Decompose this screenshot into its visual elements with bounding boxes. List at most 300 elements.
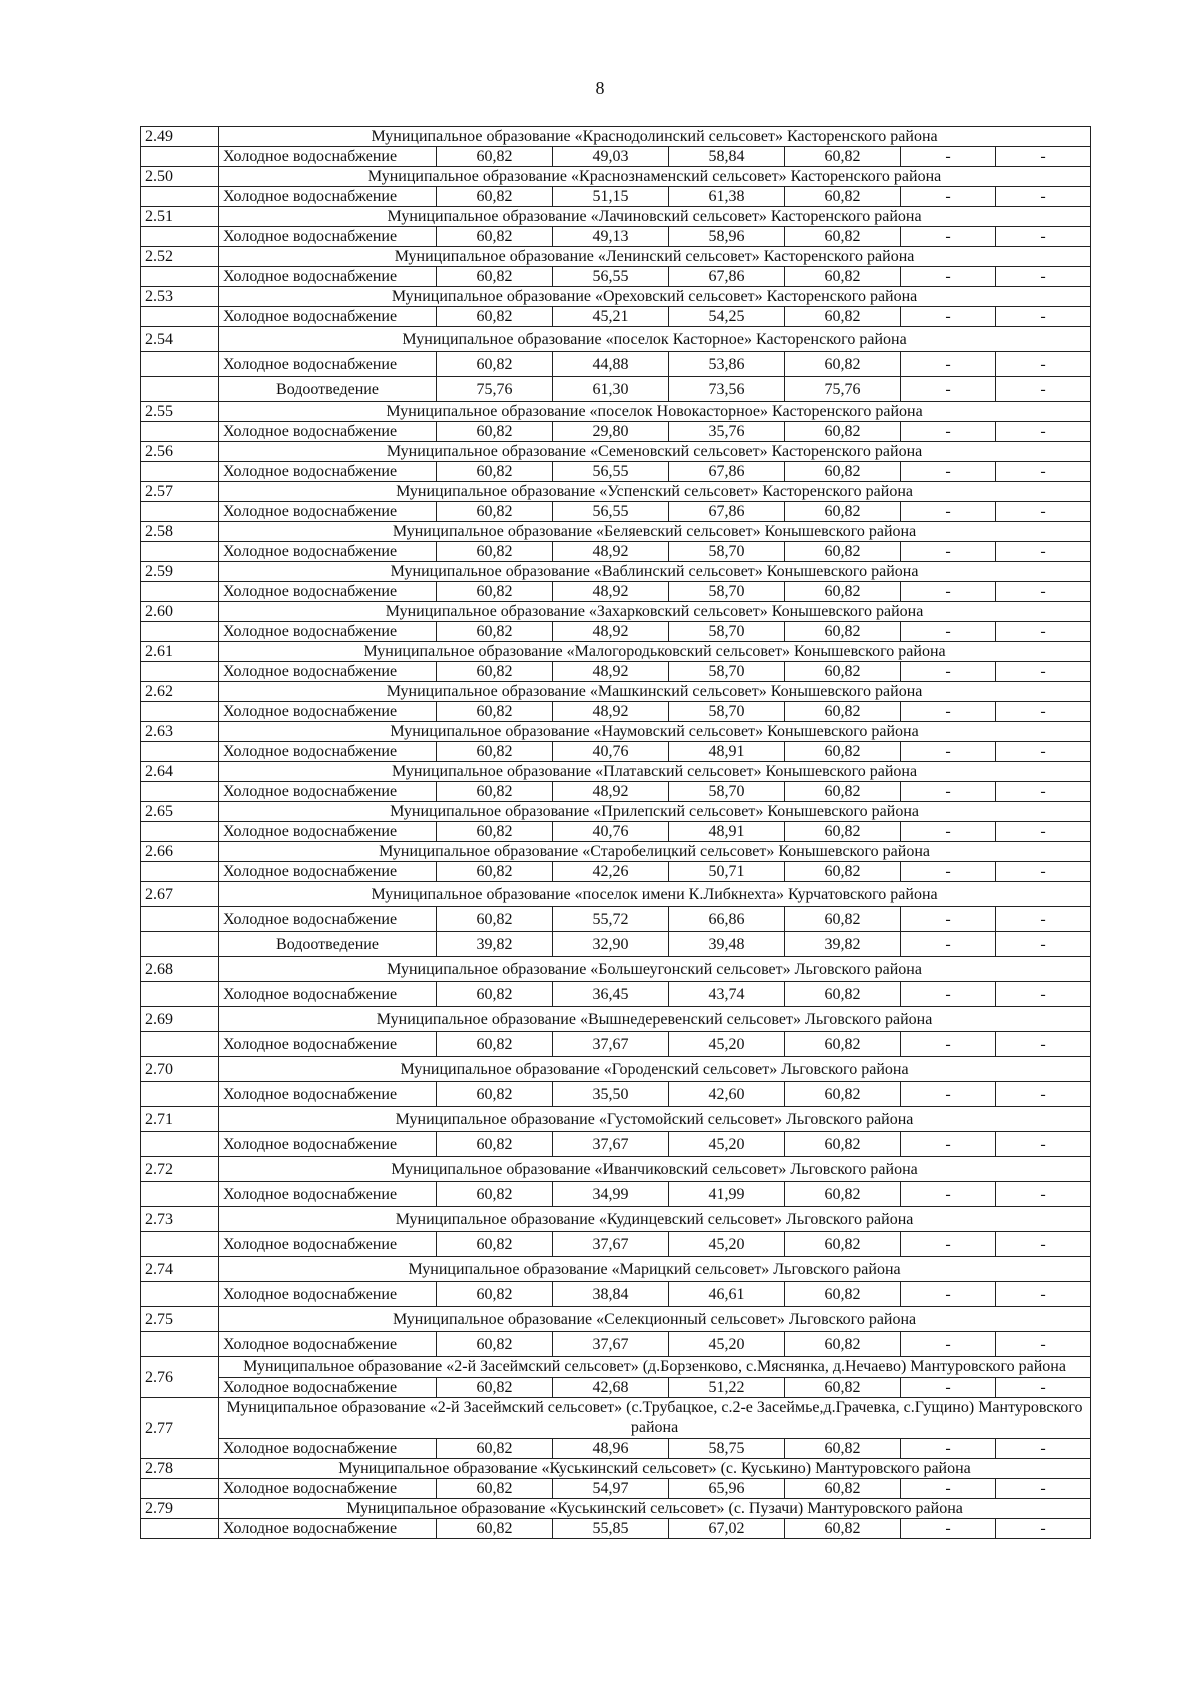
tariff-value-v3: 67,86 xyxy=(669,267,785,287)
service-row xyxy=(141,1282,1091,1307)
tariff-value-v1: 60,82 xyxy=(437,1182,553,1207)
tariff-value-v4: 60,82 xyxy=(785,502,901,522)
municipality-header-row xyxy=(141,1107,1091,1132)
municipality-header-row xyxy=(141,957,1091,982)
row-number: 2.70 xyxy=(141,1057,219,1082)
row-number: 2.63 xyxy=(141,722,219,742)
tariff-value-v2: 29,80 xyxy=(553,422,669,442)
tariff-value-v2: 48,92 xyxy=(553,702,669,722)
empty-number-cell xyxy=(141,227,219,247)
tariff-value-v5: - xyxy=(901,307,996,327)
row-number: 2.57 xyxy=(141,482,219,502)
municipality-title: Муниципальное образование «Куськинский сельсовет» (с. Пузачи) Мантуровского района xyxy=(219,1499,1091,1519)
row-number: 2.54 xyxy=(141,327,219,352)
tariff-value-v2: 40,76 xyxy=(553,822,669,842)
tariff-value-v1: 60,82 xyxy=(437,742,553,762)
tariff-value-v4: 60,82 xyxy=(785,1282,901,1307)
tariff-value-v4: 39,82 xyxy=(785,932,901,957)
tariff-value-v5: - xyxy=(901,1232,996,1257)
tariff-value-v2: 61,30 xyxy=(553,377,669,402)
tariff-value-v5: - xyxy=(901,1519,996,1539)
tariff-value-v4: 60,82 xyxy=(785,422,901,442)
tariff-value-v2: 49,03 xyxy=(553,147,669,167)
tariff-value-v1: 60,82 xyxy=(437,462,553,482)
tariff-value-v1: 60,82 xyxy=(437,822,553,842)
municipality-header-row xyxy=(141,562,1091,582)
tariff-value-v4: 60,82 xyxy=(785,1332,901,1357)
tariff-value-v3: 58,70 xyxy=(669,542,785,562)
service-row xyxy=(141,782,1091,802)
tariff-value-v3: 67,86 xyxy=(669,462,785,482)
municipality-title: Муниципальное образование «Прилепский сельсовет» Конышевского района xyxy=(219,802,1091,822)
service-row xyxy=(141,702,1091,722)
row-number: 2.65 xyxy=(141,802,219,822)
tariff-value-v5: - xyxy=(901,822,996,842)
empty-number-cell xyxy=(141,907,219,932)
tariff-value-v5: - xyxy=(901,782,996,802)
tariff-value-v6: - xyxy=(996,307,1091,327)
service-name: Холодное водоснабжение xyxy=(219,1082,437,1107)
service-row xyxy=(141,907,1091,932)
service-name: Холодное водоснабжение xyxy=(219,307,437,327)
service-name: Холодное водоснабжение xyxy=(219,462,437,482)
row-number: 2.53 xyxy=(141,287,219,307)
tariff-value-v2: 51,15 xyxy=(553,187,669,207)
service-row xyxy=(141,502,1091,522)
service-name: Холодное водоснабжение xyxy=(219,1032,437,1057)
tariff-value-v3: 43,74 xyxy=(669,982,785,1007)
tariff-value-v1: 60,82 xyxy=(437,1032,553,1057)
tariff-value-v1: 60,82 xyxy=(437,1232,553,1257)
tariff-value-v1: 60,82 xyxy=(437,147,553,167)
tariff-value-v2: 45,21 xyxy=(553,307,669,327)
tariff-value-v4: 60,82 xyxy=(785,782,901,802)
empty-number-cell xyxy=(141,932,219,957)
tariff-value-v1: 60,82 xyxy=(437,542,553,562)
tariff-value-v4: 60,82 xyxy=(785,907,901,932)
municipality-title: Муниципальное образование «Успенский сельсовет» Касторенского района xyxy=(219,482,1091,502)
municipality-header-row xyxy=(141,402,1091,422)
municipality-header-row xyxy=(141,247,1091,267)
tariff-value-v6: - xyxy=(996,982,1091,1007)
service-row xyxy=(141,1439,1091,1459)
tariff-value-v4: 60,82 xyxy=(785,307,901,327)
tariff-value-v1: 60,82 xyxy=(437,352,553,377)
tariff-value-v2: 48,92 xyxy=(553,542,669,562)
tariff-value-v2: 48,92 xyxy=(553,582,669,602)
tariff-value-v4: 60,82 xyxy=(785,187,901,207)
tariff-value-v2: 42,26 xyxy=(553,862,669,882)
tariff-value-v2: 37,67 xyxy=(553,1132,669,1157)
tariff-value-v3: 58,70 xyxy=(669,622,785,642)
municipality-header-row xyxy=(141,1157,1091,1182)
tariff-value-v2: 37,67 xyxy=(553,1332,669,1357)
tariff-value-v1: 60,82 xyxy=(437,982,553,1007)
tariff-value-v5: - xyxy=(901,1082,996,1107)
tariff-value-v5: - xyxy=(901,932,996,957)
tariff-value-v6: - xyxy=(996,907,1091,932)
tariff-value-v6: - xyxy=(996,227,1091,247)
empty-number-cell xyxy=(141,1082,219,1107)
municipality-header-row xyxy=(141,882,1091,907)
service-name: Холодное водоснабжение xyxy=(219,782,437,802)
tariff-value-v3: 58,70 xyxy=(669,582,785,602)
tariff-value-v5: - xyxy=(901,622,996,642)
row-number: 2.73 xyxy=(141,1207,219,1232)
row-number: 2.59 xyxy=(141,562,219,582)
tariff-value-v2: 40,76 xyxy=(553,742,669,762)
empty-number-cell xyxy=(141,1282,219,1307)
tariff-value-v5: - xyxy=(901,542,996,562)
municipality-title: Муниципальное образование «Большеугонский сельсовет» Льговского района xyxy=(219,957,1091,982)
tariff-value-v3: 58,70 xyxy=(669,782,785,802)
municipality-header-row xyxy=(141,1057,1091,1082)
tariff-value-v2: 36,45 xyxy=(553,982,669,1007)
municipality-title: Муниципальное образование «Малогородьковский сельсовет» Конышевского района xyxy=(219,642,1091,662)
tariff-value-v2: 34,99 xyxy=(553,1182,669,1207)
tariff-value-v1: 60,82 xyxy=(437,1519,553,1539)
service-row xyxy=(141,1032,1091,1057)
row-number: 2.77 xyxy=(141,1398,219,1459)
service-row xyxy=(141,1232,1091,1257)
service-name: Холодное водоснабжение xyxy=(219,702,437,722)
tariff-value-v4: 60,82 xyxy=(785,227,901,247)
municipality-title: Муниципальное образование «2-й Засеймский сельсовет» (с.Трубацкое, с.2-е Засеймье,д.Грачевка, с.Гущино) Мантуровского района xyxy=(219,1398,1091,1439)
tariff-value-v1: 60,82 xyxy=(437,1479,553,1499)
tariff-value-v1: 60,82 xyxy=(437,187,553,207)
tariff-value-v6: - xyxy=(996,462,1091,482)
municipality-title: Муниципальное образование «Городенский сельсовет» Льговского района xyxy=(219,1057,1091,1082)
municipality-header-row xyxy=(141,1007,1091,1032)
tariff-value-v4: 60,82 xyxy=(785,1032,901,1057)
tariff-table-body xyxy=(141,127,1091,1539)
tariff-value-v3: 67,02 xyxy=(669,1519,785,1539)
service-name: Холодное водоснабжение xyxy=(219,907,437,932)
empty-number-cell xyxy=(141,1519,219,1539)
service-row xyxy=(141,542,1091,562)
row-number: 2.68 xyxy=(141,957,219,982)
empty-number-cell xyxy=(141,462,219,482)
tariff-value-v3: 51,22 xyxy=(669,1378,785,1398)
tariff-value-v4: 60,82 xyxy=(785,1182,901,1207)
tariff-value-v4: 60,82 xyxy=(785,542,901,562)
service-name: Холодное водоснабжение xyxy=(219,1519,437,1539)
tariff-value-v6: - xyxy=(996,502,1091,522)
row-number: 2.51 xyxy=(141,207,219,227)
service-row xyxy=(141,932,1091,957)
row-number: 2.50 xyxy=(141,167,219,187)
tariff-value-v4: 60,82 xyxy=(785,1132,901,1157)
tariff-value-v4: 60,82 xyxy=(785,267,901,287)
service-name: Холодное водоснабжение xyxy=(219,662,437,682)
municipality-header-row xyxy=(141,1207,1091,1232)
empty-number-cell xyxy=(141,862,219,882)
service-name: Холодное водоснабжение xyxy=(219,1332,437,1357)
tariff-value-v6: - xyxy=(996,352,1091,377)
tariff-value-v3: 58,84 xyxy=(669,147,785,167)
tariff-value-v2: 56,55 xyxy=(553,267,669,287)
tariff-value-v6: - xyxy=(996,1439,1091,1459)
tariff-value-v4: 60,82 xyxy=(785,462,901,482)
tariff-value-v1: 60,82 xyxy=(437,267,553,287)
tariff-value-v5: - xyxy=(901,862,996,882)
municipality-header-row xyxy=(141,167,1091,187)
row-number: 2.76 xyxy=(141,1357,219,1398)
tariff-value-v6: - xyxy=(996,862,1091,882)
service-row xyxy=(141,1519,1091,1539)
tariff-value-v1: 60,82 xyxy=(437,1082,553,1107)
service-row xyxy=(141,742,1091,762)
tariff-value-v1: 60,82 xyxy=(437,1439,553,1459)
tariff-value-v5: - xyxy=(901,907,996,932)
tariff-value-v4: 60,82 xyxy=(785,862,901,882)
tariff-value-v3: 54,25 xyxy=(669,307,785,327)
tariff-value-v2: 37,67 xyxy=(553,1232,669,1257)
service-row xyxy=(141,1082,1091,1107)
tariff-value-v3: 66,86 xyxy=(669,907,785,932)
service-name: Холодное водоснабжение xyxy=(219,742,437,762)
municipality-title: Муниципальное образование «Ленинский сельсовет» Касторенского района xyxy=(219,247,1091,267)
empty-number-cell xyxy=(141,822,219,842)
row-number: 2.56 xyxy=(141,442,219,462)
tariff-value-v6: - xyxy=(996,822,1091,842)
tariff-value-v2: 56,55 xyxy=(553,502,669,522)
service-name: Холодное водоснабжение xyxy=(219,542,437,562)
empty-number-cell xyxy=(141,187,219,207)
row-number: 2.66 xyxy=(141,842,219,862)
tariff-value-v2: 35,50 xyxy=(553,1082,669,1107)
empty-number-cell xyxy=(141,582,219,602)
service-name: Холодное водоснабжение xyxy=(219,862,437,882)
tariff-value-v2: 32,90 xyxy=(553,932,669,957)
tariff-value-v6: - xyxy=(996,542,1091,562)
tariff-value-v2: 55,85 xyxy=(553,1519,669,1539)
service-row xyxy=(141,1332,1091,1357)
tariff-value-v5: - xyxy=(901,267,996,287)
municipality-title: Муниципальное образование «Иванчиковский сельсовет» Льговского района xyxy=(219,1157,1091,1182)
municipality-header-row xyxy=(141,287,1091,307)
municipality-title: Муниципальное образование «2-й Засеймский сельсовет» (д.Борзенково, с.Мяснянка, д.Нечаево) Мантуровского района xyxy=(219,1357,1091,1378)
empty-number-cell xyxy=(141,352,219,377)
row-number: 2.62 xyxy=(141,682,219,702)
tariff-value-v5: - xyxy=(901,502,996,522)
municipality-title: Муниципальное образование «Платавский сельсовет» Конышевского района xyxy=(219,762,1091,782)
tariff-value-v2: 48,96 xyxy=(553,1439,669,1459)
service-name: Холодное водоснабжение xyxy=(219,822,437,842)
tariff-value-v1: 60,82 xyxy=(437,1332,553,1357)
tariff-value-v6: - xyxy=(996,1479,1091,1499)
tariff-value-v2: 55,72 xyxy=(553,907,669,932)
tariff-value-v1: 60,82 xyxy=(437,307,553,327)
municipality-header-row xyxy=(141,762,1091,782)
empty-number-cell xyxy=(141,147,219,167)
service-row xyxy=(141,622,1091,642)
tariff-value-v4: 60,82 xyxy=(785,1439,901,1459)
tariff-value-v3: 48,91 xyxy=(669,742,785,762)
tariff-value-v3: 58,96 xyxy=(669,227,785,247)
row-number: 2.60 xyxy=(141,602,219,622)
tariff-value-v6: - xyxy=(996,1082,1091,1107)
tariff-value-v5: - xyxy=(901,742,996,762)
tariff-value-v6: - xyxy=(996,702,1091,722)
service-name: Холодное водоснабжение xyxy=(219,582,437,602)
municipality-header-row xyxy=(141,207,1091,227)
tariff-value-v5: - xyxy=(901,462,996,482)
municipality-title: Муниципальное образование «Кудинцевский сельсовет» Льговского района xyxy=(219,1207,1091,1232)
tariff-value-v2: 49,13 xyxy=(553,227,669,247)
tariff-value-v6: - xyxy=(996,1182,1091,1207)
tariff-value-v4: 60,82 xyxy=(785,622,901,642)
tariff-value-v4: 60,82 xyxy=(785,662,901,682)
tariff-value-v4: 60,82 xyxy=(785,742,901,762)
tariff-value-v6: - xyxy=(996,1132,1091,1157)
tariff-value-v5: - xyxy=(901,662,996,682)
tariff-value-v3: 39,48 xyxy=(669,932,785,957)
municipality-header-row xyxy=(141,682,1091,702)
tariff-value-v4: 60,82 xyxy=(785,1378,901,1398)
tariff-value-v1: 60,82 xyxy=(437,622,553,642)
tariff-value-v1: 75,76 xyxy=(437,377,553,402)
municipality-header-row xyxy=(141,1307,1091,1332)
tariff-value-v2: 48,92 xyxy=(553,662,669,682)
tariff-value-v3: 41,99 xyxy=(669,1182,785,1207)
tariff-value-v5: - xyxy=(901,1479,996,1499)
row-number: 2.49 xyxy=(141,127,219,147)
service-name: Холодное водоснабжение xyxy=(219,1132,437,1157)
tariff-value-v6: - xyxy=(996,582,1091,602)
service-row xyxy=(141,377,1091,402)
municipality-title: Муниципальное образование «поселок Касторное» Касторенского района xyxy=(219,327,1091,352)
tariff-value-v5: - xyxy=(901,227,996,247)
municipality-header-row xyxy=(141,642,1091,662)
municipality-title: Муниципальное образование «Куськинский сельсовет» (с. Куськино) Мантуровского района xyxy=(219,1459,1091,1479)
service-name: Водоотведение xyxy=(219,932,437,957)
tariff-value-v4: 60,82 xyxy=(785,352,901,377)
municipality-header-row xyxy=(141,327,1091,352)
municipality-header-row xyxy=(141,1398,1091,1439)
municipality-title: Муниципальное образование «Краснознаменский сельсовет» Касторенского района xyxy=(219,167,1091,187)
tariff-value-v2: 37,67 xyxy=(553,1032,669,1057)
empty-number-cell xyxy=(141,662,219,682)
municipality-title: Муниципальное образование «Ореховский сельсовет» Касторенского района xyxy=(219,287,1091,307)
tariff-value-v6: - xyxy=(996,1519,1091,1539)
tariff-value-v5: - xyxy=(901,377,996,402)
tariff-value-v1: 39,82 xyxy=(437,932,553,957)
tariff-value-v3: 50,71 xyxy=(669,862,785,882)
tariff-value-v3: 58,70 xyxy=(669,702,785,722)
empty-number-cell xyxy=(141,982,219,1007)
service-row xyxy=(141,862,1091,882)
tariff-value-v6: - xyxy=(996,187,1091,207)
service-row xyxy=(141,462,1091,482)
tariff-value-v1: 60,82 xyxy=(437,702,553,722)
tariff-value-v6: - xyxy=(996,742,1091,762)
tariff-value-v6: - xyxy=(996,1332,1091,1357)
tariff-value-v6: - xyxy=(996,782,1091,802)
service-row xyxy=(141,1378,1091,1398)
municipality-header-row xyxy=(141,442,1091,462)
tariff-value-v4: 60,82 xyxy=(785,1232,901,1257)
tariff-value-v6: - xyxy=(996,1232,1091,1257)
tariff-value-v5: - xyxy=(901,1378,996,1398)
service-name: Холодное водоснабжение xyxy=(219,422,437,442)
service-row xyxy=(141,227,1091,247)
service-row xyxy=(141,662,1091,682)
tariff-value-v6: - xyxy=(996,377,1091,402)
tariff-value-v2: 44,88 xyxy=(553,352,669,377)
service-name: Холодное водоснабжение xyxy=(219,982,437,1007)
row-number: 2.74 xyxy=(141,1257,219,1282)
service-name: Холодное водоснабжение xyxy=(219,1479,437,1499)
empty-number-cell xyxy=(141,702,219,722)
tariff-value-v5: - xyxy=(901,1032,996,1057)
municipality-title: Муниципальное образование «Лачиновский сельсовет» Касторенского района xyxy=(219,207,1091,227)
empty-number-cell xyxy=(141,1132,219,1157)
empty-number-cell xyxy=(141,422,219,442)
municipality-header-row xyxy=(141,1459,1091,1479)
row-number: 2.71 xyxy=(141,1107,219,1132)
municipality-title: Муниципальное образование «Машкинский сельсовет» Конышевского района xyxy=(219,682,1091,702)
service-name: Холодное водоснабжение xyxy=(219,1232,437,1257)
service-name: Холодное водоснабжение xyxy=(219,187,437,207)
municipality-title: Муниципальное образование «Краснодолинский сельсовет» Касторенского района xyxy=(219,127,1091,147)
tariff-value-v5: - xyxy=(901,982,996,1007)
empty-number-cell xyxy=(141,1232,219,1257)
row-number: 2.61 xyxy=(141,642,219,662)
row-number: 2.69 xyxy=(141,1007,219,1032)
tariff-value-v3: 53,86 xyxy=(669,352,785,377)
tariff-value-v3: 45,20 xyxy=(669,1332,785,1357)
tariff-value-v6: - xyxy=(996,1282,1091,1307)
service-row xyxy=(141,147,1091,167)
tariff-value-v3: 45,20 xyxy=(669,1132,785,1157)
municipality-header-row xyxy=(141,802,1091,822)
tariff-value-v4: 60,82 xyxy=(785,1519,901,1539)
row-number: 2.79 xyxy=(141,1499,219,1519)
page-number: 8 xyxy=(595,78,605,98)
service-row xyxy=(141,582,1091,602)
service-name: Холодное водоснабжение xyxy=(219,352,437,377)
service-name: Холодное водоснабжение xyxy=(219,622,437,642)
tariff-value-v1: 60,82 xyxy=(437,662,553,682)
tariff-value-v1: 60,82 xyxy=(437,502,553,522)
service-name: Холодное водоснабжение xyxy=(219,502,437,522)
municipality-title: Муниципальное образование «Вышнедеревенский сельсовет» Льговского района xyxy=(219,1007,1091,1032)
empty-number-cell xyxy=(141,377,219,402)
empty-number-cell xyxy=(141,1182,219,1207)
municipality-title: Муниципальное образование «Марицкий сельсовет» Льговского района xyxy=(219,1257,1091,1282)
service-row xyxy=(141,352,1091,377)
empty-number-cell xyxy=(141,1479,219,1499)
tariff-value-v3: 65,96 xyxy=(669,1479,785,1499)
municipality-title: Муниципальное образование «поселок имени К.Либкнехта» Курчатовского района xyxy=(219,882,1091,907)
tariff-value-v1: 60,82 xyxy=(437,1282,553,1307)
row-number: 2.75 xyxy=(141,1307,219,1332)
tariff-value-v1: 60,82 xyxy=(437,862,553,882)
tariff-value-v4: 60,82 xyxy=(785,1082,901,1107)
service-row xyxy=(141,307,1091,327)
service-name: Холодное водоснабжение xyxy=(219,227,437,247)
row-number: 2.72 xyxy=(141,1157,219,1182)
tariff-value-v3: 45,20 xyxy=(669,1232,785,1257)
municipality-title: Муниципальное образование «Семеновский сельсовет» Касторенского района xyxy=(219,442,1091,462)
service-row xyxy=(141,1182,1091,1207)
tariff-value-v5: - xyxy=(901,1282,996,1307)
tariff-value-v2: 54,97 xyxy=(553,1479,669,1499)
tariff-value-v3: 67,86 xyxy=(669,502,785,522)
row-number: 2.67 xyxy=(141,882,219,907)
tariff-value-v5: - xyxy=(901,1332,996,1357)
